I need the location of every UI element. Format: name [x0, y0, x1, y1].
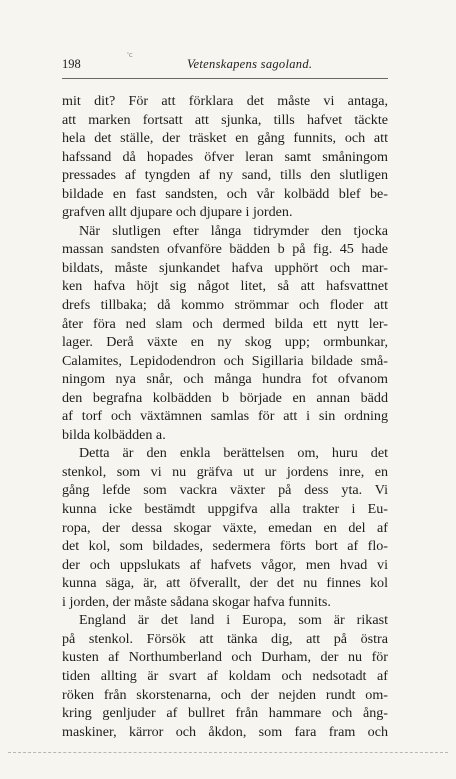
text-line: Calamites, Lepidodendron och Sigillaria bildade små- — [62, 352, 388, 369]
printing-speck: 'c — [127, 51, 133, 59]
text-line: hafssand då hopades öfver leran samt småningom — [62, 148, 388, 165]
text-line: pressades af tyngden af ny sand, tills den slutligen — [62, 167, 388, 184]
text-line: England är det land i Europa, som är rikast — [79, 612, 388, 629]
text-line: lager. Derå växte en ny skog upp; ormbunkar, — [62, 334, 388, 351]
text-line: i jorden, der måste sådana skogar hafva funnits. — [62, 593, 331, 610]
text-line: gång lefde som vackra växter på dess yta. Vi — [62, 482, 388, 499]
text-line: den begrafna kolbädden b började en annan bädd — [62, 389, 388, 406]
paragraph — [62, 222, 388, 445]
text-line: af torf och växtämnen samlas för att i sin ordning — [62, 408, 388, 425]
bottom-rule — [8, 752, 448, 753]
paragraph — [62, 611, 388, 741]
text-line: stenkol, som vi nu gräfva ut ur jordens inre, en — [62, 463, 388, 480]
text-line: massan sandsten ofvanföre bädden b på fig. 45 hade — [62, 241, 388, 258]
text-line: tiden allting är svart af koldam och nedsotadt af — [62, 667, 388, 684]
page-number: 198 — [62, 57, 81, 71]
text-line: ropa, der dessa skogar växte, emedan en del af — [62, 519, 388, 536]
text-line: ningom nya snår, och många hundra fot ofvanom — [62, 371, 388, 388]
text-line: hela det ställe, der träsket en gång funnits, och att — [62, 130, 388, 147]
text-line: drefs tillbaka; då kommo strömmar och floder att — [62, 297, 388, 314]
running-title: Vetenskapens sagoland. — [187, 57, 313, 71]
text-line: bildade en fast sandsten, och vår kolbädd blef be- — [62, 185, 388, 202]
text-line: mit dit? För att förklara det måste vi antaga, — [62, 93, 388, 109]
paragraph — [62, 92, 388, 222]
text-line: Detta är den enkla berättelsen om, huru det — [79, 445, 388, 462]
text-line: När slutligen efter långa tidrymder den tjocka — [79, 222, 388, 239]
text-line: bildats, måste sjunkandet hafva upphört och mar- — [62, 259, 388, 276]
body-text — [62, 92, 388, 741]
text-line: ken hafva höjt sig något litet, så att hafsvattnet — [62, 278, 388, 295]
text-line: maskiner, kärror och åkdon, som fara fram och — [62, 723, 388, 740]
text-line: att marken fortsatt att sjunka, tills hafvet täckte — [62, 111, 388, 128]
text-line: kunna icke bestämdt uppgifva alla trakter i Eu- — [62, 501, 388, 518]
text-line: på stenkol. Försök att tänka dig, att på östra — [62, 630, 388, 647]
text-line: der och uppslukats af hafvets vågor, men hvad vi — [62, 556, 388, 573]
text-line: kunna säga, är, att öfverallt, der det nu finnes kol — [62, 575, 388, 592]
text-line: åter föra ned slam och dermed bilda ett nytt ler- — [62, 315, 388, 332]
text-line: det kol, som bildades, sedermera förts bort af flo- — [62, 538, 388, 555]
header-rule — [62, 78, 388, 79]
text-line: kring genljuder af bullret från hammare och ång- — [62, 705, 388, 722]
text-line: grafven allt djupare och djupare i jorden. — [62, 204, 293, 221]
text-line: bilda kolbädden a. — [62, 426, 166, 443]
text-line: röken från skorstenarna, och der nejden rundt om- — [62, 686, 388, 703]
text-line: kusten af Northumberland och Durham, der nu för — [62, 649, 388, 666]
page-header — [62, 57, 386, 75]
paragraph — [62, 444, 388, 611]
